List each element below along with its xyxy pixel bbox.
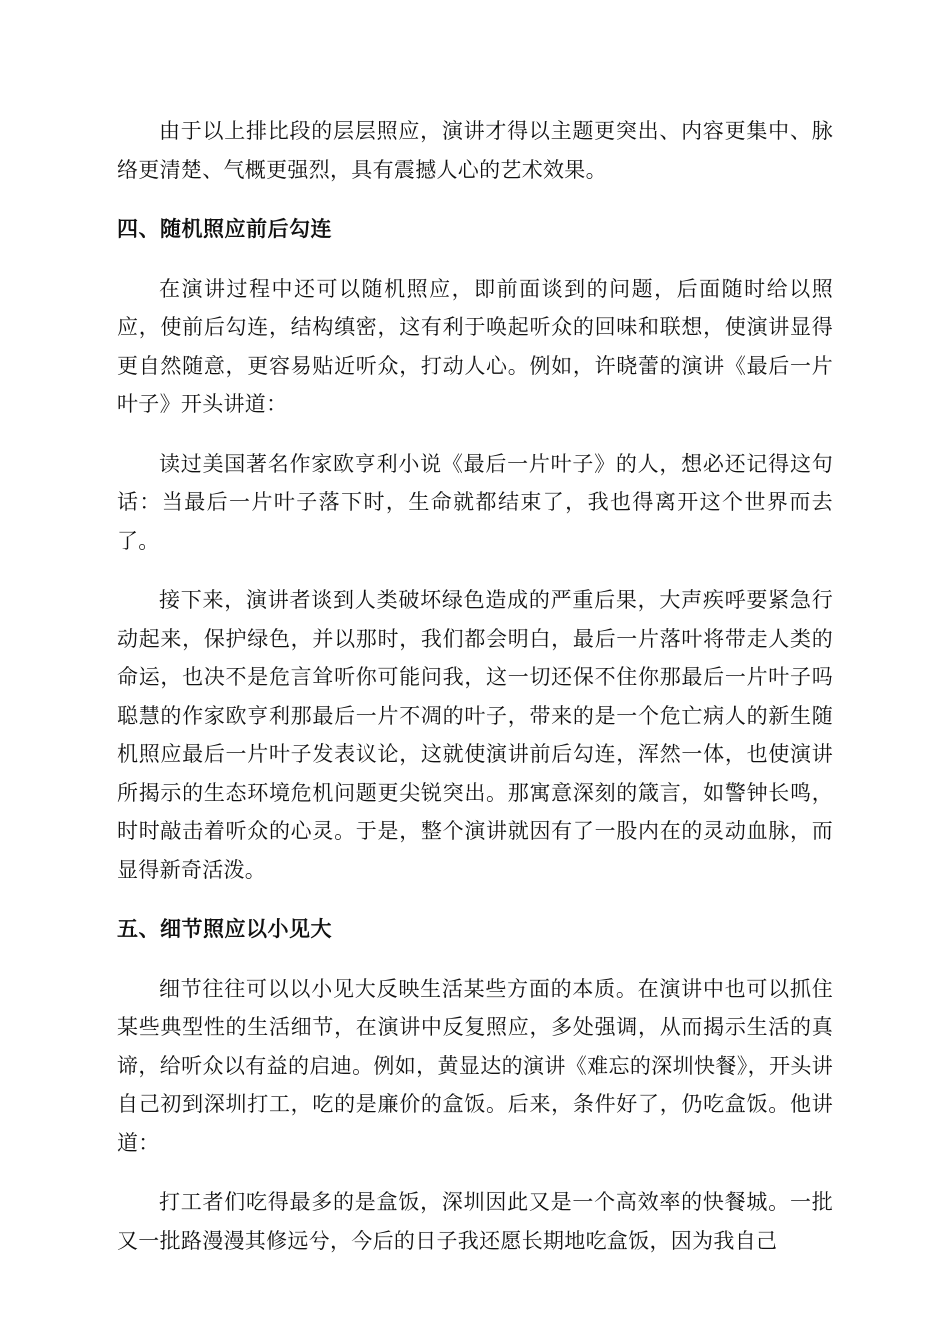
paragraph-quote-last-leaf: 读过美国著名作家欧亨利小说《最后一片叶子》的人，想必还记得这句话：当最后一片叶子落下时，生命就都结束了，我也得离开这个世界而去了。: [117, 451, 833, 553]
section-heading-4: 四、随机照应前后勾连: [117, 217, 332, 241]
section-heading-5: 五、细节照应以小见大: [117, 917, 332, 941]
paragraph-random-echo: 在演讲过程中还可以随机照应，即前面谈到的问题，后面随时给以照应，使前后勾连，结构缜密，这有利于唤起听众的回味和联想，使演讲显得更自然随意，更容易贴近听众，打动人心。例如，许晓蕾的演讲《最后一片叶子》开头讲道：: [117, 276, 833, 416]
paragraph-quote-shenzhen: 打工者们吃得最多的是盒饭，深圳因此又是一个高效率的快餐城。一批又一批路漫漫其修远兮，今后的日子我还愿长期地吃盒饭，因为我自己: [117, 1190, 833, 1253]
document-body: [117, 112, 833, 1281]
paragraph-analysis-last-leaf: 接下来，演讲者谈到人类破坏绿色造成的严重后果，大声疾呼要紧急行动起来，保护绿色，并以那时，我们都会明白，最后一片落叶将带走人类的命运，也决不是危言耸听你可能问我，这一切还保不住你那最后一片叶子吗聪慧的作家欧亨利那最后一片不凋的叶子，带来的是一个危亡病人的新生随机照应最后一片叶子发表议论，这就使演讲前后勾连，浑然一体，也使演讲所揭示的生态环境危机问题更尖锐突出。那寓意深刻的箴言，如警钟长鸣，时时敲击着听众的心灵。于是，整个演讲就因有了一股内在的灵动血脉，而显得新奇活泼。: [117, 588, 833, 882]
paragraph-detail-echo: 细节往往可以以小见大反映生活某些方面的本质。在演讲中也可以抓住某些典型性的生活细节，在演讲中反复照应，多处强调，从而揭示生活的真谛，给听众以有益的启迪。例如，黄显达的演讲《难忘的深圳快餐》，开头讲自己初到深圳打工，吃的是廉价的盒饭。后来，条件好了，仍吃盒饭。他讲道：: [117, 976, 833, 1155]
paragraph-parallel-effect: 由于以上排比段的层层照应，演讲才得以主题更突出、内容更集中、脉络更清楚、气概更强烈，具有震撼人心的艺术效果。: [117, 119, 833, 182]
